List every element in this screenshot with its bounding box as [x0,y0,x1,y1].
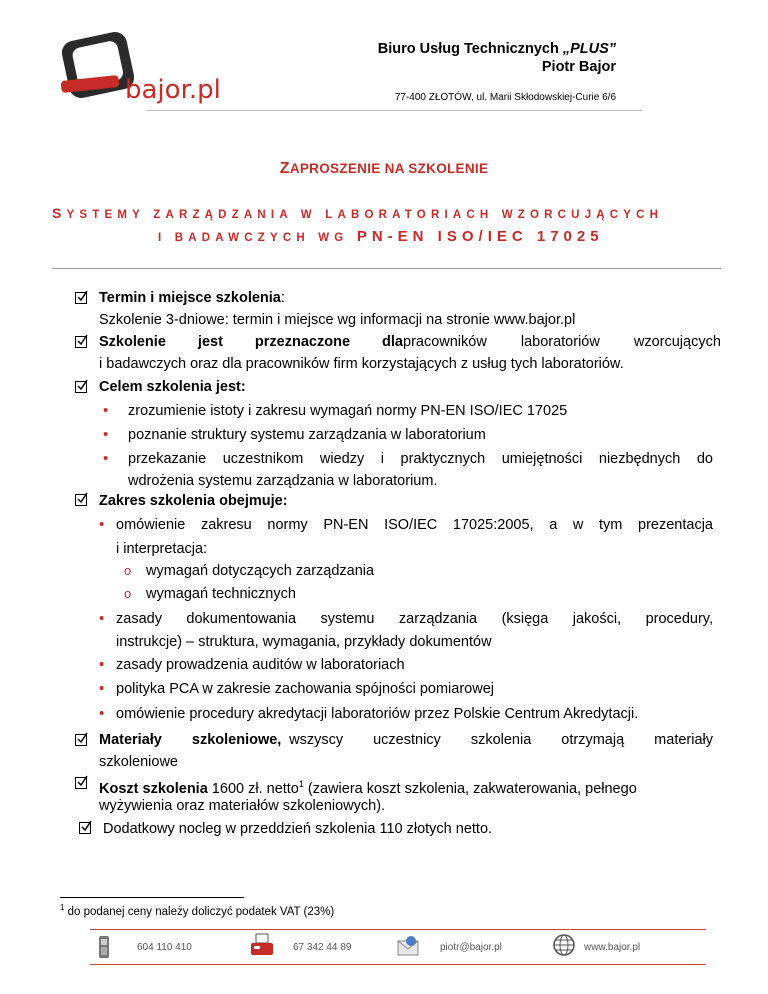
footnote-rule [60,897,244,898]
cost-line-2: wyżywienia oraz materiałów szkoleniowych). [99,798,386,814]
scope-subitem: wymagań technicznych [146,586,296,602]
checkbox-icon [75,292,87,304]
subtitle-line-2: I BADAWCZYCH WG PN-EN ISO/IEC 17025 [158,228,604,245]
materials-line-2: szkoleniowe [99,754,178,770]
website-link[interactable]: www.bajor.pl [584,942,641,953]
goal-item-continued: wdrożenia systemu zarządzania w laboratorium. [128,473,438,489]
checkbox-icon [79,822,91,834]
scope-item: zasady dokumentowania systemu zarządzania (księga jakości, procedury, [116,611,713,627]
footer-rule-top [90,929,706,930]
scope-heading: Zakres szkolenia obejmuje: [99,493,288,509]
mobile-number: 604 110 410 [137,942,192,953]
bullet-icon: • [103,402,109,419]
bajor-logo [55,28,240,108]
goal-item: poznanie struktury systemu zarządzania w laboratorium [128,427,486,443]
scope-item: polityka PCA w zakresie zachowania spójności pomiarowej [116,681,494,697]
scope-item: omówienie zakresu normy PN-EN ISO/IEC 17025:2005, a w tym prezentacja [116,517,713,533]
company-name: Biuro Usług Technicznych „PLUS” [377,41,616,57]
footer-rule-bottom [90,964,706,965]
footnote: $^1$ do podanej ceny należy doliczyć podatek VAT (23%) [60,903,335,918]
checkbox-icon [75,381,87,393]
email-address[interactable]: piotr@bajor.pl [440,942,502,953]
bullet-icon: • [99,610,105,627]
scope-item: omówienie procedury akredytacji laboratoriów przez Polskie Centrum Akredytacji. [116,706,639,722]
logo-text: bajor.pl [125,75,221,105]
checkbox-icon [75,777,87,789]
sub-bullet-icon: o [124,563,132,578]
bullet-icon: • [99,516,105,533]
title-divider [52,268,721,269]
goal-heading: Celem szkolenia jest: [99,379,246,395]
goal-item: przekazanie uczestnikom wiedzy i praktycznych umiejętności niezbędnych do [128,451,713,467]
email-icon [397,935,421,962]
audience-line-1: Szkolenie jest przeznaczone dla pracowników laboratoriów wzorcujących [99,334,721,350]
bullet-icon: • [99,656,105,673]
company-address: 77-400 ZŁOTÓW, ul. Marii Skłodowskiej-Curie 6/6 [394,92,616,103]
document-title: ZAPROSZENIE NA SZKOLENIE [279,160,489,177]
checkbox-icon [75,734,87,746]
fax-icon [250,933,274,964]
fax-number: 67 342 44 89 [293,942,352,953]
audience-line-2: i badawczych oraz dla pracowników firm korzystających z usług tych laboratoriów. [99,356,624,372]
scope-item-continued: i interpretacja: [116,541,208,557]
extra-night-text: Dodatkowy nocleg w przeddzień szkolenia 110 złotych netto. [103,821,493,837]
bullet-icon: • [103,450,109,467]
scope-item-continued: instrukcje) – struktura, wymagania, przykłady dokumentów [116,634,492,650]
mobile-phone-icon [98,935,110,964]
sub-bullet-icon: o [124,586,132,601]
header-rule [146,110,642,111]
cost-line-1: Koszt szkolenia 1600 zł. netto$^1$ (zawiera koszt szkolenia, zakwaterowania, pełnego [99,779,637,797]
materials-line-1: Materiały szkoleniowe, wszyscy uczestnicy szkolenia otrzymają materiały [99,732,713,748]
company-owner: Piotr Bajor [541,59,616,75]
globe-icon [552,933,576,962]
goal-item: zrozumienie istoty i zakresu wymagań normy PN-EN ISO/IEC 17025 [128,403,568,419]
checkbox-icon [75,336,87,348]
scope-subitem: wymagań dotyczących zarządzania [146,563,375,579]
bullet-icon: • [103,426,109,443]
term-text: Szkolenie 3-dniowe: termin i miejsce wg informacji na stronie www.bajor.pl [99,312,576,328]
term-heading: Termin i miejsce szkolenia: [99,290,285,306]
subtitle-line-1: SYSTEMY ZARZĄDZANIA W LABORATORIACH WZORCUJĄCYCH [52,205,664,221]
bullet-icon: • [99,705,105,722]
scope-item: zasady prowadzenia auditów w laboratoriach [116,657,405,673]
bullet-icon: • [99,680,105,697]
checkbox-icon [75,494,87,506]
